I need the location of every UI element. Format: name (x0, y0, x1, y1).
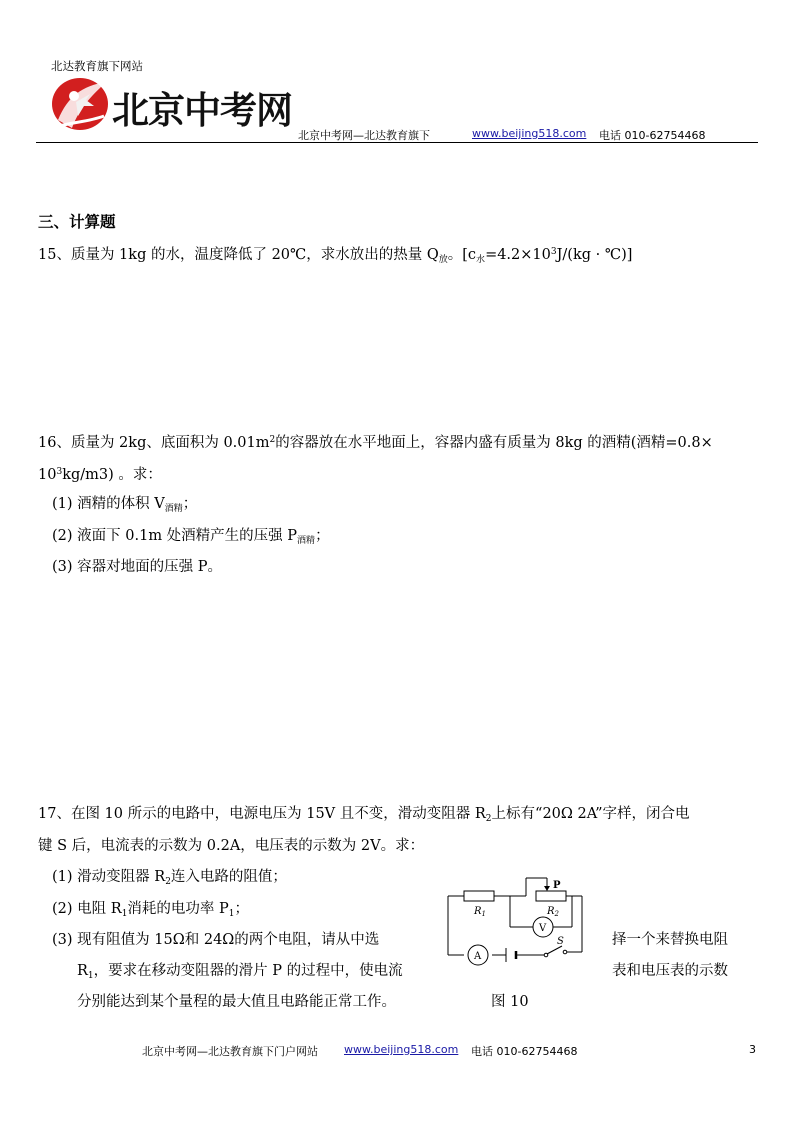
q15-text-b: 。[c (447, 247, 477, 263)
resistor-r2 (536, 891, 566, 901)
q16-item1-text: (1) 酒精的体积 V (52, 496, 165, 512)
page-number: 3 (749, 1043, 756, 1056)
question-16-line2 (38, 462, 162, 485)
q17-item2-sub2: 1 (228, 909, 235, 919)
q17-item2-text: (2) 电阻 R (52, 901, 122, 917)
q15-sub-shui: 水 (476, 255, 486, 265)
section-title: 三、计算题 (38, 213, 116, 231)
question-17-line2: 键 S 后，电流表的示数为 0.2A，电压表的示数为 2V。求： (38, 838, 425, 854)
q15-sup: 3 (550, 247, 557, 257)
q16-sup2: 2 (269, 435, 276, 445)
q17-item1-end: 连入电路的阻值； (170, 869, 287, 885)
q16-item2-end: ； (315, 528, 330, 544)
logo-emblem (50, 76, 112, 132)
q17-item-3-line3: 分别能达到某个量程的最大值且电路能正常工作。 (77, 994, 396, 1010)
q17-item-3-right2: 表和电压表的示数 (612, 963, 728, 979)
q17-item2-sub: 1 (121, 909, 128, 919)
label-a: A (474, 951, 482, 962)
q17-item3-text: ，要求在移动变阻器的滑片 P 的过程中，使电流 (93, 963, 403, 979)
logo-title: 北京中考网 (112, 89, 292, 132)
q16-text-c: 10 (38, 467, 57, 483)
label-r2: $R_2$ (547, 906, 559, 918)
switch-contact (563, 950, 567, 954)
header-site-line: 北京中考网—北达教育旗下 (298, 129, 430, 142)
q16-item1-sub: 酒精 (164, 504, 183, 514)
figure-caption: 图 10 (491, 994, 529, 1010)
question-15 (38, 242, 632, 270)
q15-text-a: 15、质量为 1kg 的水，温度降低了 20℃，求水放出的热量 Q (38, 247, 439, 263)
footer-url-link[interactable]: www.beijing518.com (344, 1043, 459, 1056)
question-17-line1 (38, 804, 690, 829)
q17-text-a: 17、在图 10 所示的电路中，电源电压为 15V 且不变，滑动变阻器 R (38, 806, 486, 822)
q15-sub-fang: 放 (438, 255, 448, 265)
q16-item1-end: ； (182, 496, 198, 512)
label-r1: $R_1$ (474, 906, 486, 918)
question-16-line1 (38, 430, 713, 453)
q16-text-b: 的容器放在水平地面上，容器内盛有质量为 8kg 的酒精(酒精=0.8× (275, 435, 713, 451)
q17-item-3-right1: 择一个来替换电阻 (612, 932, 728, 948)
label-p: P (553, 880, 561, 891)
q17-sub-r2: 2 (485, 814, 492, 824)
header-phone: 电话 010-62754468 (599, 129, 706, 142)
q17-item1-text: (1) 滑动变阻器 R (52, 869, 166, 885)
q16-item-2 (52, 526, 330, 551)
q17-item2-end: ； (234, 901, 250, 917)
q16-item-1 (52, 494, 197, 519)
resistor-r1 (464, 891, 494, 901)
q16-text-a: 16、质量为 2kg、底面积为 0.01m (38, 435, 270, 451)
q17-item-2 (52, 899, 249, 924)
q16-item2-text: (2) 液面下 0.1m 处酒精产生的压强 P (52, 528, 298, 544)
q17-item3-r: R (77, 963, 88, 979)
q17-item-3-line2 (77, 961, 403, 986)
footer-phone: 电话 010-62754468 (471, 1045, 578, 1058)
q16-item2-sub: 酒精 (297, 536, 316, 546)
header-url-link[interactable]: www.beijing518.com (472, 127, 587, 140)
header-rule (36, 142, 758, 143)
q17-item2-text-b: 消耗的电功率 P (127, 901, 229, 917)
footer-site-line: 北京中考网—北达教育旗下门户网站 (142, 1045, 318, 1058)
label-s: S (557, 936, 564, 947)
q17-text-b: 上标有“20Ω 2A”字样，闭合电 (491, 806, 690, 822)
q16-text-d: kg/m3) 。求： (62, 467, 162, 483)
q16-item-3: (3) 容器对地面的压强 P。 (52, 559, 223, 575)
q15-text-d: J/(kg · ℃)] (556, 247, 633, 263)
q17-item3-sub: 1 (87, 971, 94, 981)
header-tagline: 北达教育旗下网站 (51, 59, 143, 73)
label-v: V (539, 923, 547, 934)
q17-item-3-line1: (3) 现有阻值为 15Ω和 24Ω的两个电阻，请从中选 (52, 932, 380, 948)
q16-sup3: 3 (56, 467, 63, 477)
switch-blade (547, 946, 562, 954)
q15-text-c: =4.2×10 (485, 247, 551, 263)
slider-arrow (544, 886, 550, 891)
circuit-diagram (440, 872, 600, 984)
q17-item1-sub: 2 (165, 877, 171, 887)
q17-item-1 (52, 867, 287, 892)
